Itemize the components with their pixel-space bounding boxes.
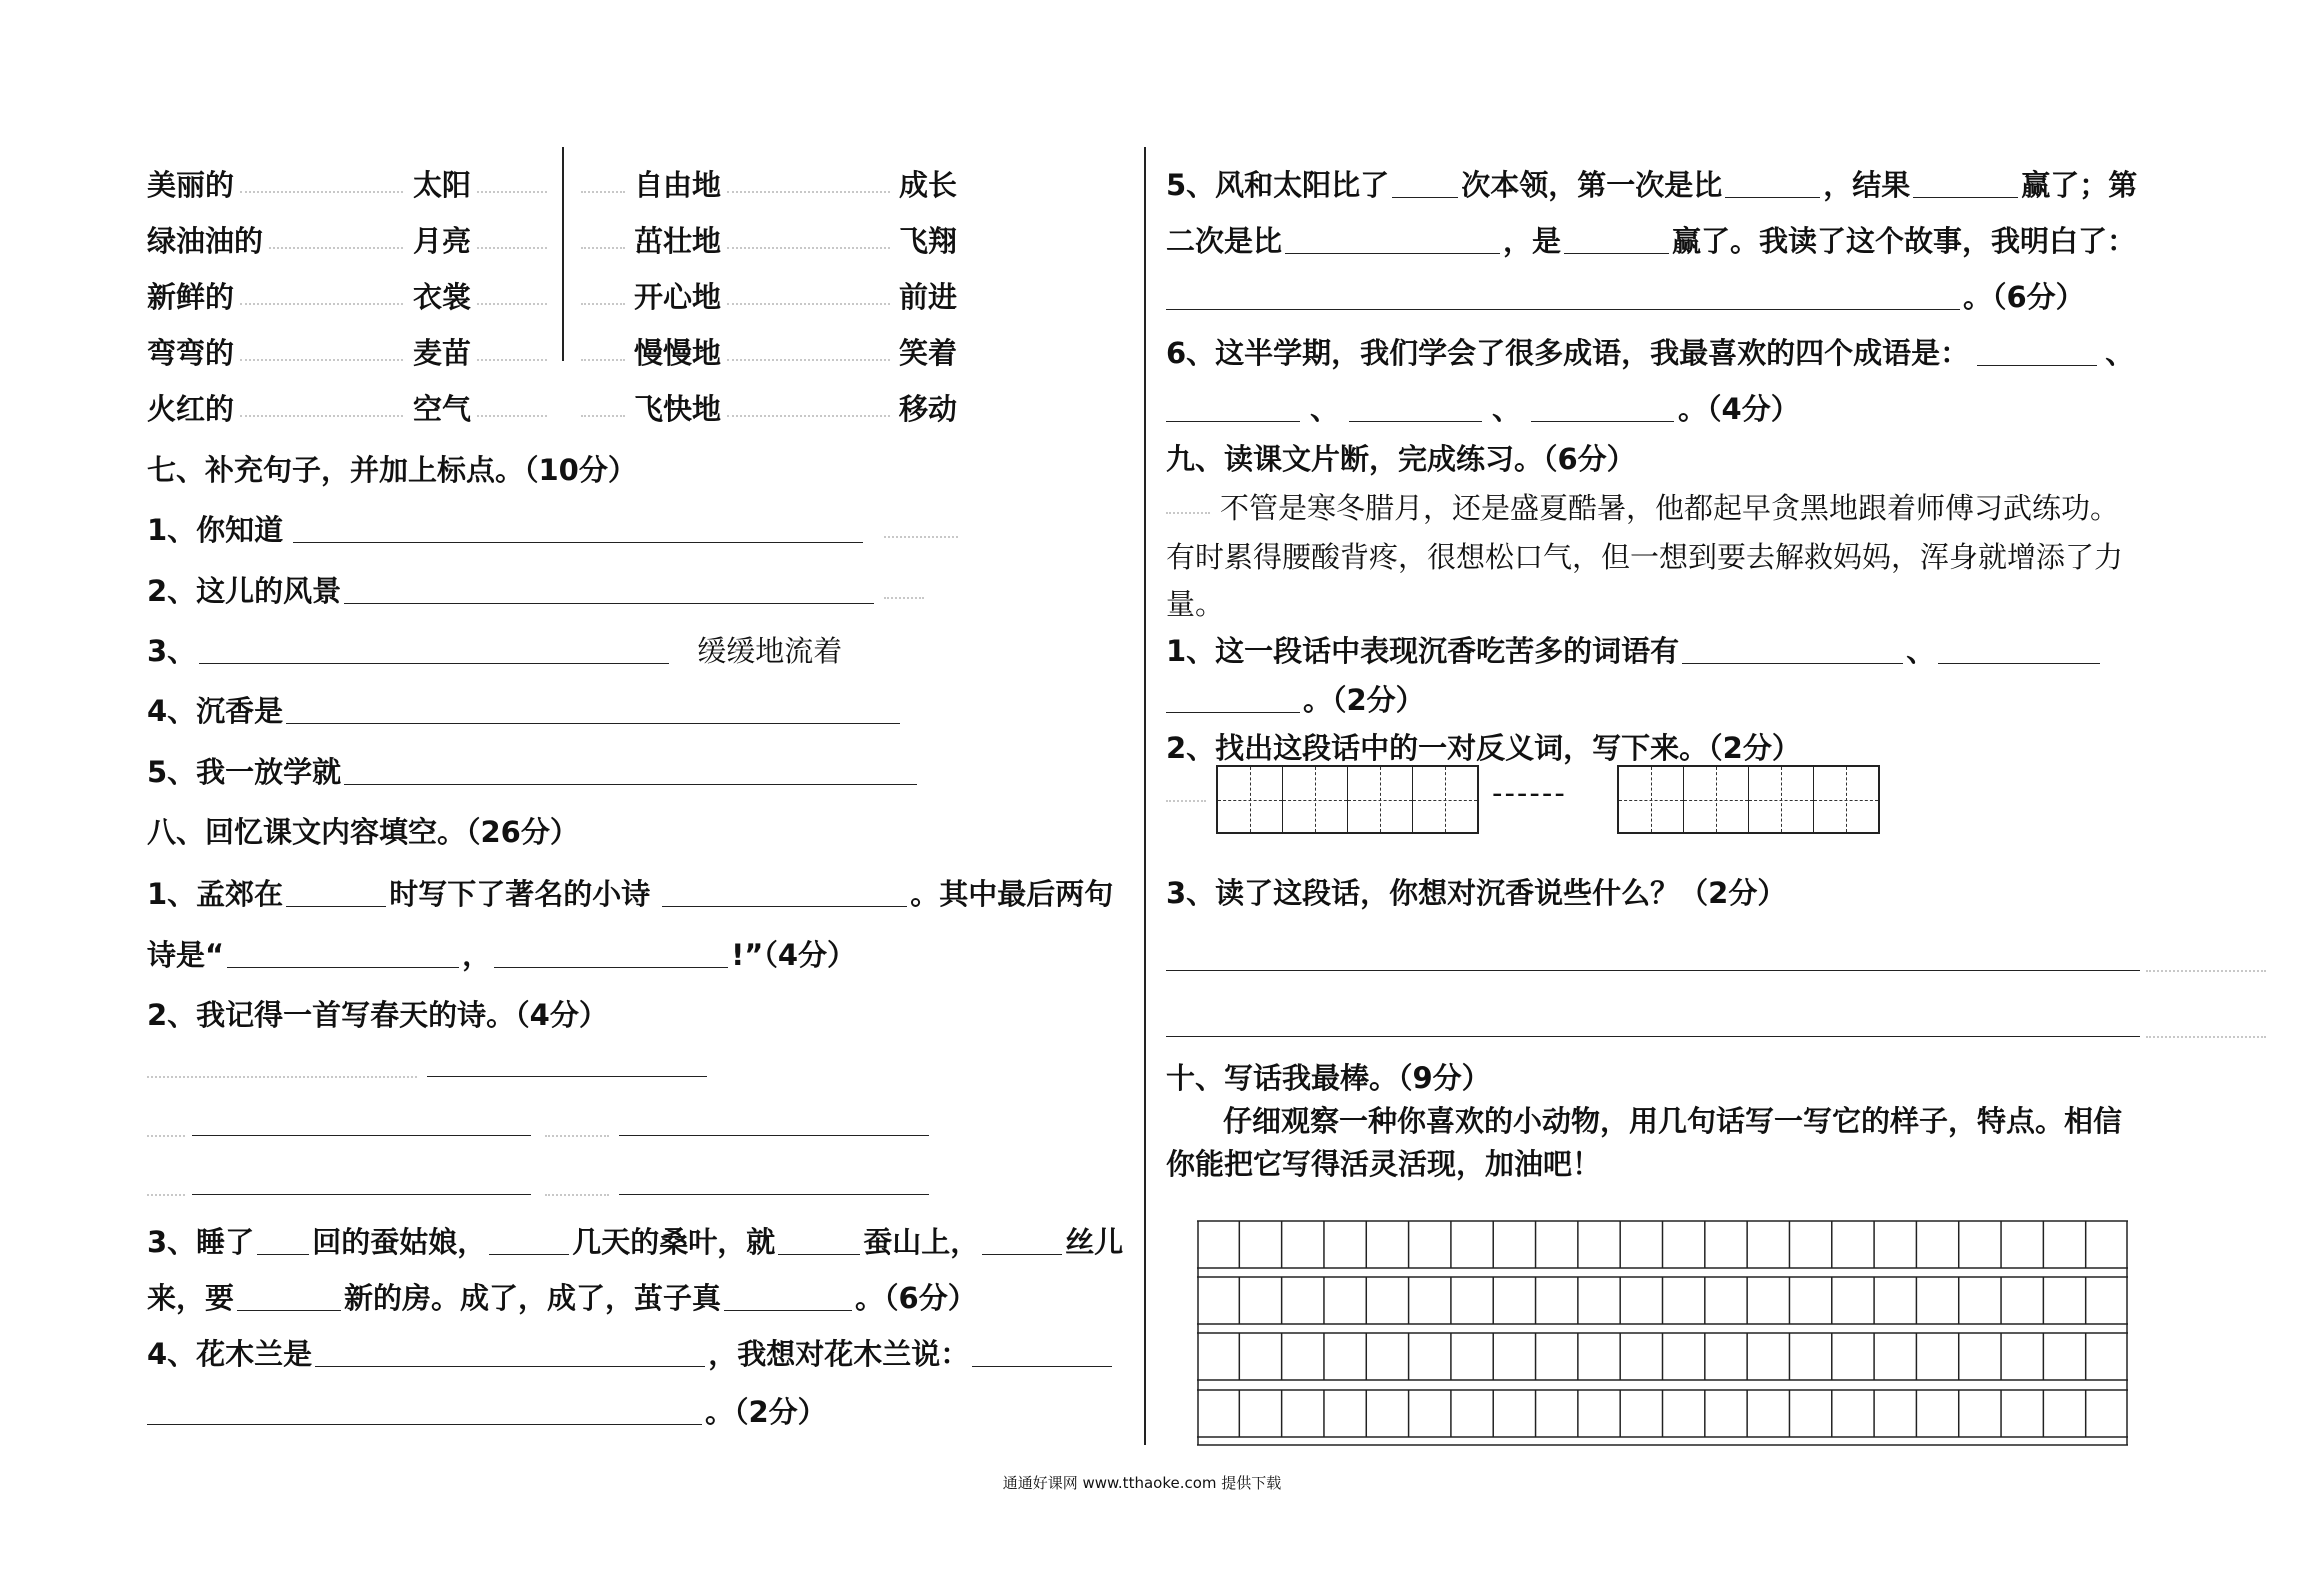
dot-leader xyxy=(727,247,890,249)
grid-cell xyxy=(1748,767,1813,832)
matching-row xyxy=(147,226,1047,256)
adjective: 弯弯的 xyxy=(147,336,235,370)
answer-blank xyxy=(494,966,728,968)
grid-cell xyxy=(1347,767,1412,832)
answer-blank xyxy=(1682,662,1903,664)
question-text: 4、沉香是 xyxy=(147,694,284,728)
dot-leader xyxy=(477,359,547,361)
question-text: 。（6分） xyxy=(1963,280,2085,314)
question-text: 几天的桑叶，就 xyxy=(572,1225,776,1259)
dot-leader xyxy=(545,1135,609,1137)
answer-blank xyxy=(724,1309,852,1311)
matching-adverb-cell xyxy=(634,338,896,368)
question-text: ， xyxy=(462,938,492,972)
question-text: !”（4分） xyxy=(731,938,857,972)
writing-prompt-line: 仔细观察一种你喜欢的小动物，用几句话写一写它的样子，特点。相信 xyxy=(1223,1104,2123,1138)
question-text: 。（6分） xyxy=(855,1281,977,1315)
antonym-box-2 xyxy=(1617,765,1880,834)
antonym-dash: ------ xyxy=(1492,776,1567,810)
writing-grid xyxy=(1197,1220,2128,1447)
dot-leader xyxy=(147,1135,185,1137)
answer-blank xyxy=(489,1253,569,1255)
question-text: 蚕山上， xyxy=(863,1225,980,1259)
answer-blank xyxy=(344,783,917,785)
answer-line xyxy=(192,1194,531,1195)
dot-leader xyxy=(269,247,403,249)
dot-leader xyxy=(581,191,625,193)
dot-leader xyxy=(2146,1036,2266,1038)
adverb: 飞快地 xyxy=(634,392,722,426)
passage-line: 量。 xyxy=(1166,587,1225,621)
answer-blank xyxy=(293,541,863,543)
dot-leader xyxy=(147,1194,185,1196)
s9-question-3: 3、读了这段话，你想对沉香说些什么？（2分） xyxy=(1166,876,1787,910)
question-text: 5、我一放学就 xyxy=(147,755,342,789)
matching-verb-cell xyxy=(899,170,1019,200)
writing-prompt-line: 你能把它写得活灵活现，加油吧！ xyxy=(1166,1147,1602,1181)
matching-adverb-cell xyxy=(634,394,896,424)
s9-question-1-line-1 xyxy=(1166,636,2103,666)
verb: 飞翔 xyxy=(899,224,958,258)
adverb: 自由地 xyxy=(634,168,722,202)
matching-noun-cell xyxy=(413,226,553,256)
answer-blank xyxy=(199,662,669,664)
s8-question-3-line-1 xyxy=(147,1227,1123,1257)
question-text: 5、风和太阳比了 xyxy=(1166,168,1390,202)
adverb: 开心地 xyxy=(634,280,722,314)
s9-question-1-line-2 xyxy=(1166,685,1425,715)
dot-leader xyxy=(240,415,403,417)
question-text: 时写下了著名的小诗 xyxy=(389,877,651,911)
matching-spacer-cell xyxy=(575,338,631,368)
verb: 前进 xyxy=(899,280,958,314)
answer-line xyxy=(427,1076,707,1077)
passage-line: 不管是寒冬腊月，还是盛夏酷暑，他都起早贪黑地跟着师傅习武练功。 xyxy=(1220,491,2120,525)
question-text: 6、这半学期，我们学会了很多成语，我最喜欢的四个成语是： xyxy=(1166,336,1970,370)
answer-line xyxy=(1166,970,2140,971)
dot-leader xyxy=(581,247,625,249)
question-text: 2、这儿的风景 xyxy=(147,574,342,608)
question-text: 、 xyxy=(1906,634,1936,668)
question-text: 3、睡了 xyxy=(147,1225,255,1259)
matching-verb-cell xyxy=(899,394,1019,424)
question-text: 诗是“ xyxy=(147,938,225,972)
matching-adjective-cell xyxy=(147,338,409,368)
question-text: 1、这一段话中表现沉香吃苦多的词语有 xyxy=(1166,634,1680,668)
answer-blank xyxy=(1166,711,1300,713)
grid-cell xyxy=(1619,767,1683,832)
dot-leader xyxy=(240,191,403,193)
answer-blank xyxy=(778,1253,860,1255)
noun: 太阳 xyxy=(413,168,472,202)
answer-blank xyxy=(1977,364,2097,366)
verb: 笑着 xyxy=(899,336,958,370)
question-text: 1、孟郊在 xyxy=(147,877,284,911)
answer-blank xyxy=(286,722,900,724)
question-text: 回的蚕姑娘， xyxy=(312,1225,487,1259)
answer-blank xyxy=(1166,308,1960,310)
s8-question-4-line-2 xyxy=(147,1397,827,1427)
q6-line-2 xyxy=(1166,394,1800,424)
dot-leader xyxy=(2146,970,2266,972)
matching-noun-cell xyxy=(413,394,553,424)
matching-row xyxy=(147,282,1047,312)
matching-row xyxy=(147,338,1047,368)
question-text: 赢了。我读了这个故事，我明白了： xyxy=(1672,224,2137,258)
answer-blank xyxy=(1392,196,1458,198)
adjective: 美丽的 xyxy=(147,168,235,202)
adjective: 新鲜的 xyxy=(147,280,235,314)
question-text: 。（2分） xyxy=(705,1395,827,1429)
matching-adjective-cell xyxy=(147,282,409,312)
answer-blank xyxy=(1166,420,1300,422)
adverb: 茁壮地 xyxy=(634,224,722,258)
matching-verb-cell xyxy=(899,282,1019,312)
matching-noun-cell xyxy=(413,338,553,368)
adjective: 火红的 xyxy=(147,392,235,426)
dot-leader xyxy=(477,247,547,249)
passage-line: 有时累得腰酸背疼，很想松口气，但一想到要去解救妈妈，浑身就增添了力 xyxy=(1166,540,2124,574)
dot-leader xyxy=(477,415,547,417)
dot-leader xyxy=(884,597,924,599)
answer-blank xyxy=(1913,196,2018,198)
dot-leader xyxy=(581,303,625,305)
q5-line-2 xyxy=(1166,226,2136,256)
adverb: 慢慢地 xyxy=(634,336,722,370)
answer-blank xyxy=(315,1365,705,1367)
answer-blank xyxy=(286,905,386,907)
adjective: 绿油油的 xyxy=(147,224,264,258)
question-text: 、 xyxy=(1492,392,1522,426)
dot-leader xyxy=(545,1194,609,1196)
noun: 空气 xyxy=(413,392,472,426)
s8-question-4-line-1 xyxy=(147,1339,1115,1369)
answer-blank xyxy=(1938,662,2100,664)
answer-line xyxy=(619,1135,929,1136)
dot-leader xyxy=(884,536,958,538)
matching-adjective-cell xyxy=(147,170,409,200)
dot-leader xyxy=(581,359,625,361)
section-8-title: 八、回忆课文内容填空。（26分） xyxy=(147,815,579,849)
section-9-title: 九、读课文片断，完成练习。（6分） xyxy=(1166,442,1636,476)
matching-verb-cell xyxy=(899,338,1019,368)
answer-blank xyxy=(344,602,874,604)
matching-divider xyxy=(562,147,564,361)
matching-adverb-cell xyxy=(634,170,896,200)
matching-adverb-cell xyxy=(634,282,896,312)
question-text: 1、你知道 xyxy=(147,513,284,547)
answer-blank xyxy=(662,905,907,907)
s7-question-3 xyxy=(147,636,842,666)
question-text: ，我想对花木兰说： xyxy=(708,1337,970,1371)
q5-line-1 xyxy=(1166,170,2137,200)
noun: 月亮 xyxy=(413,224,472,258)
question-text: 。（4分） xyxy=(1678,392,1800,426)
matching-row xyxy=(147,170,1047,200)
dot-leader xyxy=(727,303,890,305)
matching-spacer-cell xyxy=(575,226,631,256)
dot-leader xyxy=(1166,512,1210,514)
s9-question-2: 2、找出这段话中的一对反义词，写下来。（2分） xyxy=(1166,731,1801,765)
section-10-title: 十、写话我最棒。（9分） xyxy=(1166,1061,1491,1095)
noun: 衣裳 xyxy=(413,280,472,314)
question-text: 来，要 xyxy=(147,1281,235,1315)
matching-verb-cell xyxy=(899,226,1019,256)
question-text: 4、花木兰是 xyxy=(147,1337,313,1371)
answer-blank xyxy=(1564,252,1669,254)
section-7-title: 七、补充句子，并加上标点。（10分） xyxy=(147,453,637,487)
answer-line xyxy=(192,1135,531,1136)
question-text: 新的房。成了，成了，茧子真 xyxy=(344,1281,722,1315)
question-text: 、 xyxy=(1310,392,1340,426)
q6-line-1 xyxy=(1166,338,2134,368)
answer-line xyxy=(619,1194,929,1195)
answer-blank xyxy=(972,1365,1112,1367)
dot-leader xyxy=(727,415,890,417)
question-text: 次本领，第一次是比 xyxy=(1461,168,1723,202)
question-text: ，是 xyxy=(1503,224,1562,258)
dot-leader xyxy=(727,359,890,361)
dot-leader xyxy=(581,415,625,417)
question-text: 缓缓地流着 xyxy=(697,634,843,668)
matching-spacer-cell xyxy=(575,394,631,424)
dot-leader xyxy=(477,191,547,193)
question-text: 二次是比 xyxy=(1166,224,1283,258)
s7-question-1 xyxy=(147,515,866,545)
antonym-box-1 xyxy=(1216,765,1479,834)
dot-leader xyxy=(727,191,890,193)
matching-noun-cell xyxy=(413,282,553,312)
column-divider xyxy=(1144,147,1146,1445)
answer-blank xyxy=(1285,252,1500,254)
question-text: 丝儿 xyxy=(1065,1225,1124,1259)
grid-cell xyxy=(1813,767,1878,832)
s7-question-4 xyxy=(147,696,903,726)
s8-question-1-line-1 xyxy=(147,879,1113,909)
grid-cell xyxy=(1282,767,1347,832)
s7-question-2 xyxy=(147,576,877,606)
verb: 移动 xyxy=(899,392,958,426)
dot-leader xyxy=(240,359,403,361)
answer-blank xyxy=(1725,196,1820,198)
question-text: 赢了；第 xyxy=(2021,168,2138,202)
dot-leader xyxy=(147,1076,417,1078)
answer-blank xyxy=(147,1423,702,1425)
question-text: ，结果 xyxy=(1823,168,1911,202)
answer-line xyxy=(1166,1036,2140,1037)
matching-spacer-cell xyxy=(575,170,631,200)
grid-cell xyxy=(1683,767,1748,832)
answer-blank xyxy=(982,1253,1062,1255)
matching-row xyxy=(147,394,1047,424)
question-text: 。其中最后两句 xyxy=(910,877,1114,911)
noun: 麦苗 xyxy=(413,336,472,370)
s8-question-3-line-2 xyxy=(147,1283,977,1313)
matching-noun-cell xyxy=(413,170,553,200)
answer-blank xyxy=(257,1253,309,1255)
q5-line-3 xyxy=(1166,282,2085,312)
verb: 成长 xyxy=(899,168,958,202)
grid-cell xyxy=(1412,767,1477,832)
question-text: 。（2分） xyxy=(1303,683,1425,717)
matching-adverb-cell xyxy=(634,226,896,256)
answer-blank xyxy=(237,1309,341,1311)
dot-leader xyxy=(240,303,403,305)
s7-question-5 xyxy=(147,757,920,787)
matching-adjective-cell xyxy=(147,394,409,424)
answer-blank xyxy=(227,966,459,968)
s8-question-1-line-2 xyxy=(147,940,856,970)
answer-blank xyxy=(1531,420,1674,422)
grid-cell xyxy=(1218,767,1282,832)
matching-spacer-cell xyxy=(575,282,631,312)
dot-leader xyxy=(477,303,547,305)
question-text: 、 xyxy=(2105,336,2135,370)
answer-blank xyxy=(1349,420,1482,422)
footer-credit: 通通好课网 www.tthaoke.com 提供下载 xyxy=(1002,1474,1282,1492)
dot-leader xyxy=(1166,800,1206,802)
matching-adjective-cell xyxy=(147,226,409,256)
question-text: 3、 xyxy=(147,634,197,668)
s8-question-2: 2、我记得一首写春天的诗。（4分） xyxy=(147,998,608,1032)
